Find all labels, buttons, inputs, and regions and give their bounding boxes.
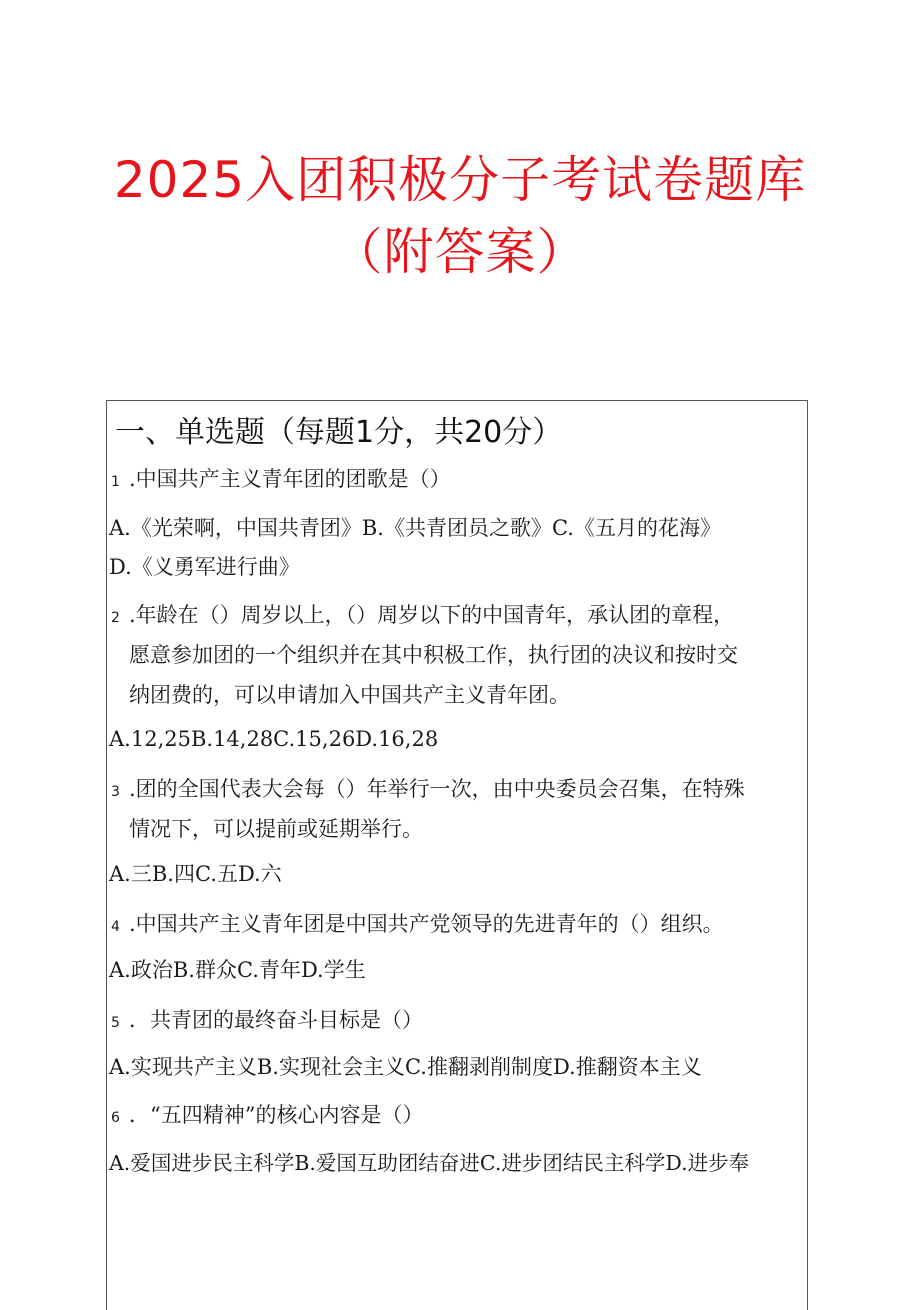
question-text: .中国共产主义青年团是中国共产党领导的先进青年的（）组织。 [129, 912, 724, 936]
question-4 [107, 912, 724, 939]
question-text: ．共青团的最终奋斗目标是（） [129, 1008, 423, 1032]
section-heading: 一、单选题（每题1分，共20分） [115, 415, 563, 450]
question-box [106, 400, 808, 1310]
option-line: A.实现共产主义B.实现社会主义C.推翻剥削制度D.推翻资本主义 [109, 1055, 702, 1079]
question-number: 2 [111, 610, 120, 626]
question-text: .年龄在（）周岁以上，（）周岁以下的中国青年，承认团的章程， [129, 603, 735, 627]
option-line: A.《光荣啊，中国共青团》B.《共青团员之歌》C.《五月的花海》 [109, 516, 721, 540]
question-number: 5 [111, 1015, 120, 1031]
option-line: A.三B.四C.五D.六 [109, 862, 282, 886]
question-text-continued: 愿意参加团的一个组织并在其中积极工作，执行团的决议和按时交 [129, 643, 738, 667]
question-5 [107, 1008, 423, 1035]
question-text-continued: 纳团费的，可以申请加入中国共产主义青年团。 [129, 683, 570, 707]
question-number: 4 [111, 919, 120, 935]
question-1 [107, 467, 451, 494]
question-text-continued: 情况下，可以提前或延期举行。 [129, 817, 423, 841]
option-line: A.爱国进步民主科学B.爱国互助团结奋进C.进步团结民主科学D.进步奉 [109, 1151, 750, 1175]
question-text: .中国共产主义青年团的团歌是（） [129, 467, 451, 491]
question-number: 3 [111, 784, 120, 800]
question-2 [107, 603, 734, 630]
question-text: ．“五四精神”的核心内容是（） [129, 1103, 424, 1127]
document-title: 2025入团积极分子考试卷题库 [113, 151, 807, 209]
question-text: .团的全国代表大会每（）年举行一次，由中央委员会召集，在特殊 [129, 777, 745, 801]
question-6 [107, 1103, 423, 1130]
option-line: A.政治B.群众C.青年D.学生 [109, 958, 366, 982]
document-subtitle: （附答案） [332, 223, 588, 281]
option-line: A.12,25B.14,28C.15,26D.16,28 [109, 727, 439, 751]
question-number: 1 [111, 474, 120, 490]
option-line: D.《义勇军进行曲》 [109, 555, 300, 579]
question-number: 6 [111, 1110, 120, 1126]
question-3 [107, 777, 745, 804]
